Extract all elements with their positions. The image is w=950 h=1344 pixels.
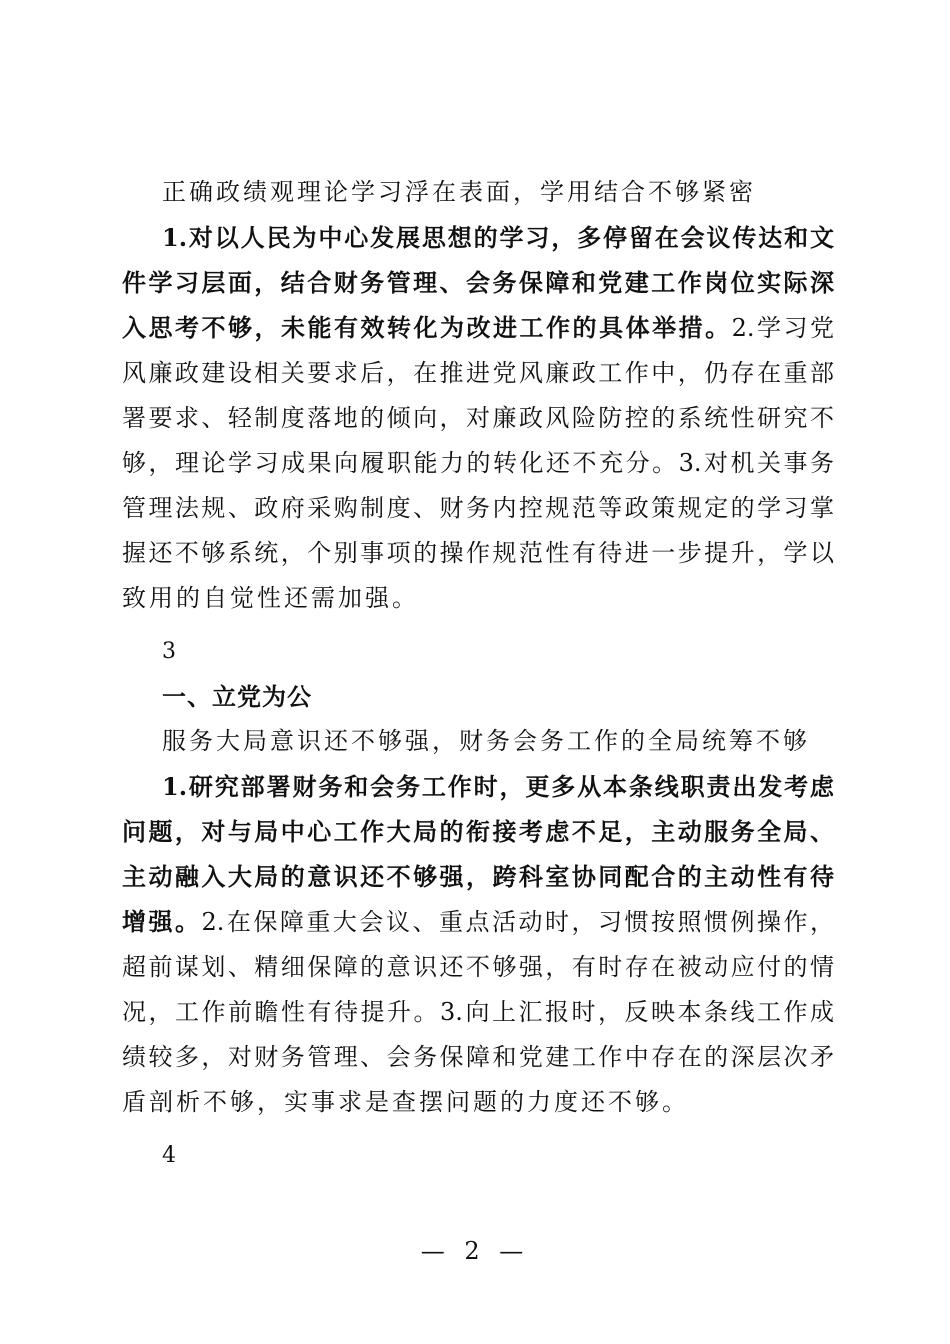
section1-page-marker: 3 bbox=[162, 639, 176, 664]
section2-line-4-normal: 2.在保障重大会议、重点活动时，习惯按照惯例操作， bbox=[201, 908, 834, 936]
section1-line-8: 握还不够系统，个别事项的操作规范性有待进一步提升，学以 bbox=[122, 539, 834, 567]
section1-line-6: 够，理论学习成果向履职能力的转化还不充分。3.对机关事务 bbox=[122, 449, 834, 477]
section1-line-7: 管理法规、政府采购制度、财务内控规范等政策规定的学习掌 bbox=[122, 494, 834, 522]
section2-line-5: 超前谋划、精细保障的意识还不够强，有时存在被动应付的情 bbox=[122, 953, 834, 981]
section2-line-7: 绩较多，对财务管理、会务保障和党建工作中存在的深层次矛 bbox=[122, 1043, 834, 1071]
section2-line-8: 盾剖析不够，实事求是查摆问题的力度还不够。 bbox=[122, 1088, 689, 1116]
section1-line-9: 致用的自觉性还需加强。 bbox=[122, 584, 419, 612]
section1-line-3-normal: 2.学习党 bbox=[731, 314, 835, 342]
section2-heading: 一、立党为公 bbox=[162, 682, 312, 711]
section1-line-4: 风廉政建设相关要求后，在推进党风廉政工作中，仍存在重部 bbox=[122, 359, 834, 387]
section1-subtitle: 正确政绩观理论学习浮在表面，学用结合不够紧密 bbox=[162, 178, 756, 206]
section2-line-6: 况，工作前瞻性有待提升。3.向上汇报时，反映本条线工作成 bbox=[122, 998, 834, 1026]
section2-page-marker: 4 bbox=[162, 1143, 176, 1168]
section2-line-4-bold: 增强。 bbox=[122, 907, 202, 936]
section1-line-3 bbox=[122, 305, 834, 351]
section2-line-3: 主动融入大局的意识还不够强，跨科室协同配合的主动性有待 bbox=[122, 862, 834, 891]
section2-line-4 bbox=[122, 899, 834, 945]
section2-line-1: 1.研究部署财务和会务工作时，更多从本条线职责出发考虑 bbox=[162, 772, 834, 801]
section2-line-2: 问题，对与局中心工作大局的衔接考虑不足，主动服务全局、 bbox=[122, 817, 834, 846]
section1-line-3-bold: 入思考不够，未能有效转化为改进工作的具体举措。 bbox=[122, 313, 732, 342]
section1-line-2: 件学习层面，结合财务管理、会务保障和党建工作岗位实际深 bbox=[122, 268, 834, 297]
section2-subtitle: 服务大局意识还不够强，财务会务工作的全局统筹不够 bbox=[162, 727, 810, 755]
section1-line-1: 1.对以人民为中心发展思想的学习，多停留在会议传达和文 bbox=[162, 223, 834, 252]
page-number-footer: — 2 — bbox=[420, 1237, 530, 1265]
document-body bbox=[122, 170, 834, 1178]
section1-line-5: 署要求、轻制度落地的倾向，对廉政风险防控的系统性研究不 bbox=[122, 404, 834, 432]
